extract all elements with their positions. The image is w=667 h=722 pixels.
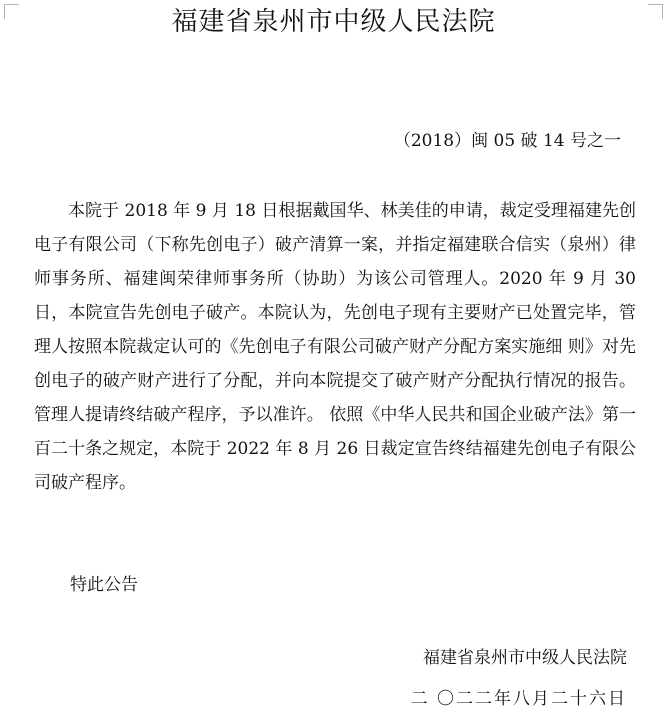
signature-date: 二 〇二二年八月二十六日 — [410, 689, 627, 709]
announcement-body: 本院于 2018 年 9 月 18 日根据戴国华、林美佳的申请，裁定受理福建先创电子有限公司（下称先创电子）破产清算一案，并指定福建联合信实（泉州）律师事务所、福建闽荣律师事务所（协助）为该公司管理人。2020 年 9 月 30 日，本院宣告先创电子破产。本院认为，先创电子现有主要财产已处置完毕，管理人按照本院裁定认可的《先创电子有限公司破产财产分配方案实施细 则》对先创电子的破产财产进行了分配，并向本院提交了破产财产分配执行情况的报告。管理人提请终结破产程序，予以准许。 依照《中华人民共和国企业破产法》第一百二十条之规定，本院于 2022 年 8 月 26 日裁定宣告终结福建先创电子有限公司破产程序。 — [34, 201, 636, 493]
notice-closing: 特此公告 — [70, 575, 138, 595]
document-title: 福建省泉州市中级人民法院 — [171, 7, 496, 37]
case-number: （2018）闽 05 破 14 号之一 — [393, 131, 621, 151]
signature-court: 福建省泉州市中级人民法院 — [423, 648, 627, 668]
